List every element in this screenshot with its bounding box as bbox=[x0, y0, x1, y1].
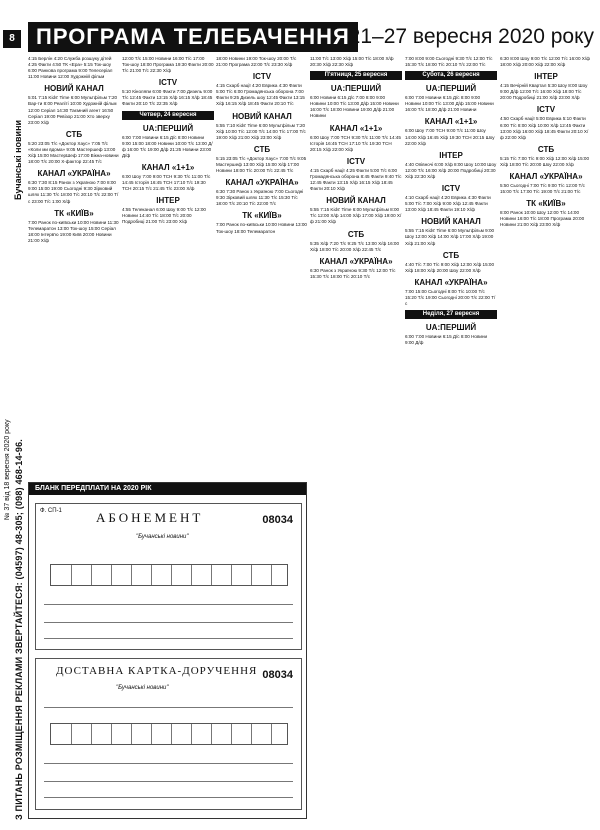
page-number: 8 bbox=[3, 30, 21, 48]
program-listing: 4:15 Вечірній Квартал 5:30 Шоу 8:00 Шоу 9:00 Д/ф 12:00 Т/с 16:00 Х/ф 18:00 Т/с 20:00 Подробиці 21:00 Х/ф 23:00 Х/ф bbox=[500, 83, 588, 101]
form-line[interactable] bbox=[44, 797, 293, 798]
program-listing: 7:00 8:00 9:00 Сьогодні 9:30 Т/с 12:00 Т/с 15:30 Т/с 18:00 Т/с 20:10 Т/с 22:00 Т/с bbox=[405, 56, 493, 68]
channel-heading: СТБ bbox=[537, 144, 555, 154]
program-listing: 4:15 Скарб нації 4:25 Факти 5:00 Т/с 6:00 Громадянська оборона 8:45 Факти 9:40 Т/с 12:45 Факти 13:15 Х/ф 16:15 Х/ф 18:45 Факти 20:10 Х/ф bbox=[310, 167, 402, 192]
program-listing: 6:00 7:00 Новини 6:15 Д/с 8:00 Новини 9:00 Д/ф bbox=[405, 334, 488, 346]
program-listing: 6:30 7:30 Ранок з Україною 7:00 Сьогодні 9:30 Зірковий шлях 11:30 Т/с 15:30 Т/с 18:00 Т/с 20:10 Т/с 22:00 Т/с bbox=[216, 189, 304, 207]
channel-heading: ICTV bbox=[252, 72, 272, 82]
channel-heading: ICTV bbox=[346, 156, 366, 166]
form-line[interactable] bbox=[44, 763, 293, 764]
channel-heading: КАНАЛ «1+1» bbox=[424, 117, 478, 127]
day-heading: Неділя, 27 вересня bbox=[405, 310, 497, 319]
abonement-title: АБОНЕМЕНТ bbox=[96, 510, 204, 525]
abonement-form bbox=[35, 503, 302, 650]
months-grid[interactable] bbox=[50, 564, 288, 586]
channel-heading: СТБ bbox=[253, 144, 271, 154]
day-heading: Субота, 26 вересня bbox=[405, 71, 497, 80]
channel-heading: UA:ПЕРШИЙ bbox=[142, 123, 194, 133]
program-listing: 6:00 Шоу 7:00 9:00 ТСН 9:30 Т/с 11:00 Т/с 14:45 Історія 16:45 ТСН 17:10 Т/с 19:30 ТСН 20:15 Т/с 21:45 Т/с 23:00 Х/ф bbox=[122, 173, 211, 192]
program-listing: 7:00 Ранок по-київськи 10:00 Новини 11:30 Телемаратон 13:00 Ток-шоу 15:00 Серіал 18:00 Інтерв'ю 19:00 Київ 20:00 Новини 21:00 Х/ф bbox=[28, 219, 119, 243]
channel-heading: КАНАЛ «1+1» bbox=[141, 162, 195, 172]
tv-column-5 bbox=[405, 56, 497, 826]
program-listing: 5:20 23:05 Т/с «Доктор Хаус» 7:05 Т/с «Коли ми вдома» 9:05 Мастершеф 13:00 Х/ф 15:00 МастерШеф 17:00 Вікна-новини 18:00 Т/с 20:00 Х-фактор 22:45 Т/с bbox=[28, 140, 119, 165]
channel-heading: ТК «КИЇВ» bbox=[54, 208, 94, 218]
program-listing: 6:00 Шоу 7:00 ТСН 9:30 Т/с 11:00 Т/с 14:45 Історія 16:45 ТСН 17:10 Т/с 19:30 ТСН 20:15 Х/ф 22:00 Х/ф bbox=[310, 134, 401, 152]
edition-name: "Бучанські новини" bbox=[116, 685, 169, 691]
channel-heading: UA:ПЕРШИЙ bbox=[425, 84, 477, 94]
program-listing: 6:00 Шоу 7:00 ТСН 9:00 Т/с 11:00 Шоу 14:00 Х/ф 16:45 Х/ф 19:30 ТСН 20:15 Шоу 22:00 Х/ф bbox=[405, 128, 495, 146]
channel-heading: КАНАЛ «УКРАЇНА» bbox=[414, 277, 488, 287]
program-listing: 6:00 7:00 Новини 6:15 Д/с 8:00 Новини 9:00 15:00 18:00 Новини 10:00 Т/с 13:00 Д/ф 16:00 Т/с 19:00 Д/ф 21:25 Новини 23:00 Д/ф bbox=[122, 134, 213, 158]
program-listing: 5:55 7:10 Kids' Time 6:00 Мультфільм 7:20 Х/ф 10:00 Т/с 12:00 Т/с 14:00 Т/с 17:00 Т/с 19:00 Х/ф 21:00 Х/ф 23:00 Х/ф bbox=[216, 122, 306, 140]
channel-heading: UA:ПЕРШИЙ bbox=[425, 323, 477, 333]
program-listing: 7:00 Ранок по-київськи 10:00 Новини 13:00 Ток-шоу 18:00 Телемаратон bbox=[216, 222, 307, 234]
program-listing: 4:15 Скарб нації 4:20 Еврика 4:30 Факти 5:00 Т/с 6:00 Громадянська оборона 7:00 Факти 9:25 Дизель шоу 12:45 Факти 13:15 Х/ф 16:15 Х/ф 18:45 Факти 20:10 Т/с bbox=[216, 83, 305, 107]
form-line[interactable] bbox=[44, 604, 293, 605]
program-listing: 5:15 23:05 Т/с «Доктор Хаус» 7:00 Т/с 9:05 Мастершеф 13:00 Х/ф 15:00 Х/ф 17:00 Новини 18:00 Т/с 20:00 Т/с 22:45 Т/с bbox=[216, 155, 307, 174]
program-listing: 11:00 Т/с 13:00 Х/ф 15:00 Т/с 18:00 Х/ф 20:30 Х/ф 22:30 Х/ф bbox=[310, 56, 394, 68]
program-listing: 4:15 Берлін 4:20 Служба розшуку дітей 4:25 Факти 4:50 ТК «Ера» 5:15 Ток-шоу 6:00 Ранкова програма 9:00 Телесеріал 11:00 Новини 12:00 Художній фільм bbox=[28, 56, 113, 80]
tv-column-1 bbox=[28, 56, 120, 474]
program-listing: 6:30 7:30 8:15 Ранок з Україною 7:00 8:00 9:00 15:00 19:00 Сьогодні 9:30 Зірковий шлях 11:30 Т/с 18:00 Т/с 20:10 Т/с 22:00 Т/с 23:00 Т/с 1:00 Х/ф bbox=[28, 180, 119, 204]
program-listing: 4:40 Опівночі 6:00 Х/ф 8:00 Шоу 10:00 Шоу 12:00 Т/с 16:00 Х/ф 20:00 Подробиці 20:30 Х/ф 22:30 Х/ф bbox=[405, 161, 497, 179]
program-listing: 6:00 Новини 6:15 Д/с 7:00 8:00 9:00 Новини 10:00 Т/с 13:00 Д/ф 15:00 Новини 16:00 Т/с 18:00 Новини 19:00 Д/ф 21:00 Новини bbox=[310, 95, 399, 119]
channel-heading: ТК «КИЇВ» bbox=[242, 211, 282, 221]
program-listing: 6:00 7:00 Новини 6:15 Д/с 8:00 9:00 Новини 10:00 Т/с 13:00 Д/ф 15:00 Новини 16:00 Т/с 18:00 Д/ф 21:00 Новини bbox=[405, 95, 494, 113]
delivery-form bbox=[35, 658, 302, 810]
page-dates: 21–27 вересня 2020 року bbox=[348, 25, 594, 48]
channel-heading: СТБ bbox=[442, 250, 460, 260]
form-line[interactable] bbox=[44, 707, 293, 708]
page-title: ПРОГРАМА ТЕЛЕБАЧЕННЯ bbox=[28, 22, 358, 52]
newspaper-logo: Бучанські новини bbox=[13, 119, 23, 200]
channel-heading: КАНАЛ «УКРАЇНА» bbox=[509, 172, 583, 182]
program-listing: 8:00 Ранок 10:00 Шоу 12:00 Т/с 14:00 Новини 16:00 Т/с 18:00 Програма 20:00 Новини 21:00 Х/ф 23:00 Х/ф bbox=[500, 210, 585, 228]
edition-name: "Бучанські новини" bbox=[136, 534, 189, 540]
tv-column-2 bbox=[122, 56, 214, 474]
edition-index: 08034 bbox=[262, 669, 293, 681]
coupon-title: БЛАНК ПЕРЕДПЛАТИ НА 2020 РІК bbox=[29, 483, 306, 495]
edition-index: 08034 bbox=[262, 514, 293, 526]
delivery-title: ДОСТАВНА КАРТКА-ДОРУЧЕННЯ bbox=[56, 665, 258, 677]
program-listing: 5:10 Кіноляпи 6:00 Факти 7:00 Дизель 9:00 Т/с 12:45 Факти 13:15 Х/ф 16:15 Х/ф 18:45 Факти 20:10 Т/с 22:35 Х/ф bbox=[122, 89, 213, 107]
channel-heading: ІНТЕР bbox=[439, 150, 463, 160]
tv-column-3 bbox=[216, 56, 308, 474]
day-heading: П'ятниця, 25 вересня bbox=[310, 71, 402, 80]
channel-heading: ICTV bbox=[536, 105, 556, 115]
program-listing: 4:10 Скарб нації 4:20 Еврика 4:30 Факти 5:00 Т/с 7:00 Х/ф 9:00 Х/ф 12:45 Факти 13:00 Х/ф 18:45 Факти 19:10 Х/ф bbox=[405, 195, 491, 213]
page-header bbox=[28, 22, 594, 54]
channel-heading: КАНАЛ «УКРАЇНА» bbox=[319, 256, 393, 266]
program-listing: 4:50 Скарб нації 5:00 Еврика 5:10 Факти 6:00 Т/с 8:00 Х/ф 10:00 Х/ф 12:45 Факти 13:00 Х/ф 16:00 Х/ф 18:45 Факти 20:10 Х/ф 22:00 Х/ф bbox=[500, 116, 589, 140]
tv-column-6 bbox=[500, 56, 592, 826]
channel-heading: КАНАЛ «1+1» bbox=[329, 123, 383, 133]
channel-heading: ІНТЕР bbox=[156, 196, 180, 206]
channel-heading: ICTV bbox=[158, 78, 178, 88]
program-listing: 18:00 Новини 19:00 Ток-шоу 20:00 Т/с 21:00 Програма 22:00 Т/с 23:30 Х/ф bbox=[216, 56, 297, 68]
program-listing: 7:00 15:00 Сьогодні 8:00 Т/с 10:00 Т/с 15:20 Т/с 19:00 Сьогодні 20:00 Т/с 22:00 Т/с bbox=[405, 288, 496, 306]
channel-heading: UA:ПЕРШИЙ bbox=[330, 84, 382, 94]
program-listing: 5:35 Х/ф 7:20 Т/с 9:25 Т/с 13:00 Х/ф 16:00 Х/ф 18:00 Т/с 20:00 Х/ф 22:45 Т/с bbox=[310, 240, 400, 252]
channel-heading: НОВИЙ КАНАЛ bbox=[232, 111, 292, 121]
channel-heading: НОВИЙ КАНАЛ bbox=[326, 196, 386, 206]
program-listing: 5:55 7:15 Kids' Time 6:00 Мультфільм 9:00 Шоу 12:00 Х/ф 14:00 Х/ф 17:00 Х/ф 19:00 Х/ф 21:00 Х/ф bbox=[405, 228, 495, 246]
channel-heading: КАНАЛ «УКРАЇНА» bbox=[225, 178, 299, 188]
form-line[interactable] bbox=[44, 781, 293, 782]
program-listing: 5:15 Т/с 7:00 Т/с 9:00 Х/ф 12:00 Х/ф 15:00 Х/ф 18:00 Т/с 20:00 Шоу 22:00 Х/ф bbox=[500, 155, 590, 167]
channel-heading: НОВИЙ КАНАЛ bbox=[44, 84, 104, 94]
program-listing: 6:30 8:00 Шоу 9:00 Т/с 12:00 Т/с 16:00 Х/ф 18:00 Х/ф 20:00 Х/ф 22:00 Х/ф bbox=[500, 56, 590, 68]
program-listing: 12:00 Т/с 15:00 Новини 16:00 Т/с 17:00 Ток-шоу 18:00 Програма 19:30 Факти 20:00 Т/с 21:00 Т/с 22:30 Х/ф bbox=[122, 56, 214, 74]
channel-heading: ІНТЕР bbox=[534, 72, 558, 82]
form-code: Ф. СП-1 bbox=[40, 508, 62, 514]
program-listing: 5:50 Сьогодні 7:00 Т/с 9:00 Т/с 12:00 Т/с 15:00 Т/с 17:00 Т/с 19:00 Т/с 21:00 Т/с bbox=[500, 183, 585, 195]
form-line[interactable] bbox=[44, 622, 293, 623]
channel-heading: КАНАЛ «УКРАЇНА» bbox=[37, 169, 111, 179]
tv-column-4 bbox=[310, 56, 402, 826]
side-strip bbox=[0, 0, 26, 830]
program-listing: 4:55 Телеканал 6:00 Шоу 9:00 Т/с 12:00 Новини 14:40 Т/с 18:00 Т/с 20:00 Подробиці 21:00 Т/с 23:00 Х/ф bbox=[122, 207, 206, 225]
day-heading: Четвер, 24 вересня bbox=[122, 111, 214, 120]
subscription-coupon bbox=[28, 482, 307, 819]
channel-heading: НОВИЙ КАНАЛ bbox=[421, 217, 481, 227]
channel-heading: ТК «КИЇВ» bbox=[526, 199, 566, 209]
program-listing: 5:01 7:15 Kids' Time 6:00 Мультфільм 7:20 Вар-ти 8:00 Реаліті 10:00 Художній фільм 12:00 Серіал 14:30 Таємний агент 16:50 Серіал 19:00 Ревізор 21:00 Хто зверху 23:00 Х/ф bbox=[28, 95, 118, 125]
program-listing: 6:30 Ранок з Україною 9:30 Т/с 12:00 Т/с 15:30 Т/с 18:00 Т/с 20:10 Т/с bbox=[310, 267, 396, 279]
program-listing: 4:40 Т/с 7:00 Т/с 9:00 Х/ф 12:00 Х/ф 15:00 Х/ф 18:00 Х/ф 20:00 Шоу 22:00 Х/ф bbox=[405, 261, 495, 273]
form-line[interactable] bbox=[44, 638, 293, 639]
channel-heading: СТБ bbox=[65, 129, 83, 139]
channel-heading: СТБ bbox=[347, 229, 365, 239]
program-listing: 5:55 7:15 Kids' Time 6:00 Мультфільм 8:00 Т/с 12:00 Х/ф 14:00 Х/ф 17:00 Х/ф 19:00 Х/ф 21:00 Х/ф bbox=[310, 207, 402, 225]
ads-contact: З ПИТАНЬ РОЗМІЩЕННЯ РЕКЛАМИ ЗВЕРТАЙТЕСЯ: (04597) 48-305; (098) 468-14-96. bbox=[14, 439, 24, 820]
issue-info: № 37 від 18 вересня 2020 року bbox=[4, 419, 11, 520]
months-grid[interactable] bbox=[50, 723, 288, 745]
channel-heading: ICTV bbox=[441, 184, 461, 194]
